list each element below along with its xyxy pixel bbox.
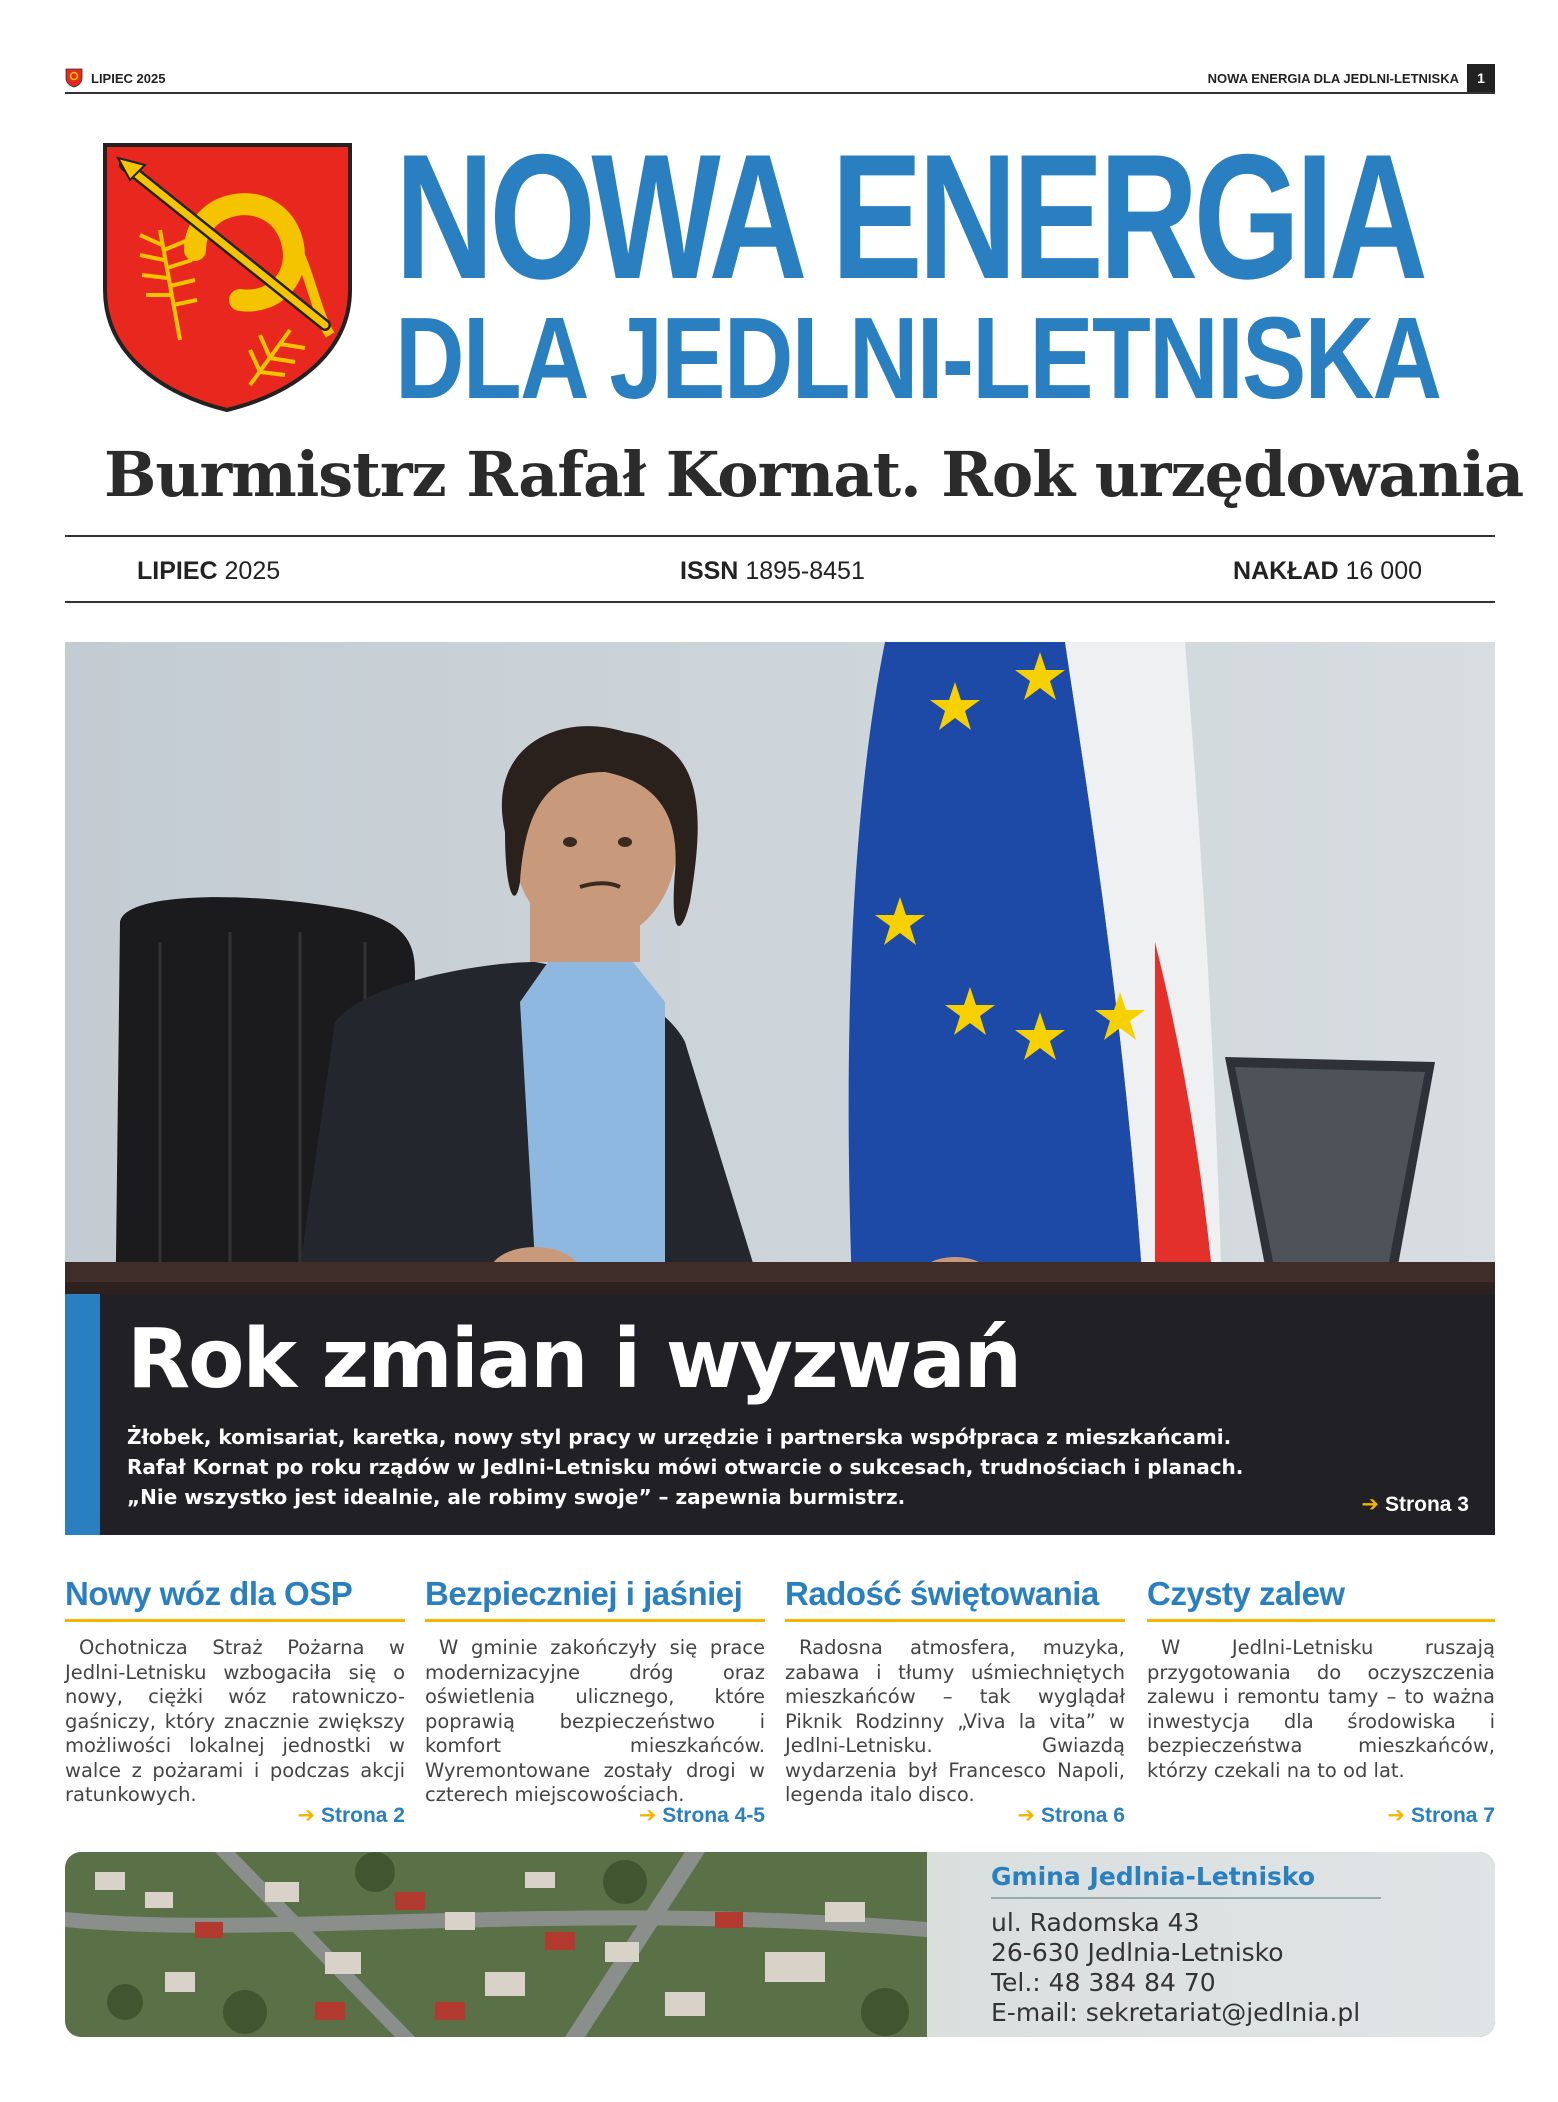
top-strip: [65, 64, 1495, 94]
contact-name: Gmina Jedlnia-Letnisko: [991, 1862, 1381, 1899]
issue-info-bar: [65, 535, 1495, 603]
contact-street: ul. Radomska 43: [991, 1908, 1200, 1937]
top-strip-left: [65, 68, 165, 88]
masthead-title-line2: DLA JEDLNI-LETNISKA: [395, 293, 1441, 423]
article-page-link[interactable]: ➔ Strona 7: [1387, 1804, 1495, 1827]
article-text: W Jedlni-Letnisku ruszają przygotowania do oczyszczenia zalewu i remontu tamy – to ważna inwestycja dla środowiska i bezpieczeństwa mieszkańców, którzy czekali na to od lat.: [1147, 1636, 1495, 1782]
contact-email[interactable]: E-mail: sekretariat@jedlnia.pl: [991, 1998, 1361, 2027]
issue-circulation: NAKŁAD 16 000: [1233, 557, 1422, 585]
hero-lead-line: Rafał Kornat po roku rządów w Jedlni-Letnisku mówi otwarcie o sukcesach, trudnościach i planach.: [127, 1455, 1244, 1479]
top-strip-paper-name: NOWA ENERGIA DLA JEDLNI-LETNISKA: [1207, 70, 1459, 86]
arrow-right-icon: ➔: [638, 1804, 657, 1827]
article-teaser: [785, 1575, 1125, 1827]
article-page-link[interactable]: ➔ Strona 6: [1017, 1804, 1125, 1827]
article-text: Radosna atmosfera, muzyka, zabawa i tłumy uśmiechniętych mieszkańców – tak wyglądał Piknik Rodzinny „Viva la vita” w Jedlni-Letnisku. Gwiazdą wydarzenia był Francesco Napoli, legenda italo disco.: [785, 1636, 1125, 1806]
hero-lead-line: „Nie wszystko jest idealnie, ale robimy swoje” – zapewnia burmistrz.: [127, 1485, 906, 1509]
masthead-title-line1: NOWA ENERGIA: [395, 117, 1424, 316]
hero-page-link[interactable]: ➔ Strona 3: [1361, 1493, 1469, 1516]
top-strip-date: LIPIEC 2025: [91, 70, 166, 86]
top-strip-right: [1208, 64, 1495, 92]
arrow-right-icon: ➔: [1017, 1804, 1035, 1827]
issue-month: LIPIEC 2025: [137, 557, 281, 585]
arrow-right-icon: ➔: [1387, 1804, 1405, 1827]
article-title[interactable]: Bezpieczniej i jaśniej: [425, 1575, 765, 1622]
contact-phone[interactable]: Tel.: 48 384 84 70: [991, 1968, 1216, 1997]
article-teaser: [425, 1575, 765, 1827]
hero-accent-bar: [65, 1294, 100, 1535]
arrow-right-icon: ➔: [297, 1804, 315, 1827]
hero-photo[interactable]: [65, 642, 1495, 1535]
article-page-link[interactable]: ➔ Strona 4-5: [638, 1804, 765, 1827]
arrow-right-icon: ➔: [1361, 1493, 1379, 1516]
article-title[interactable]: Czysty zalew: [1147, 1575, 1495, 1622]
contact-info: [927, 1852, 1495, 2037]
crest-icon: [65, 68, 83, 88]
article-teaser: [1147, 1575, 1495, 1827]
hero-title: Rok zmian i wyzwań: [127, 1312, 1021, 1407]
article-page-link[interactable]: ➔ Strona 2: [297, 1804, 405, 1827]
article-title[interactable]: Nowy wóz dla OSP: [65, 1575, 405, 1622]
main-headline: Burmistrz Rafał Kornat. Rok urzędowania: [104, 438, 1524, 511]
hero-lead: [127, 1422, 1244, 1512]
article-teaser: [65, 1575, 405, 1827]
article-title[interactable]: Radość świętowania: [785, 1575, 1125, 1622]
page-number: 1: [1467, 64, 1495, 92]
coat-of-arms-icon: [100, 140, 355, 415]
hero-caption-band: [65, 1294, 1495, 1535]
contact-card: [65, 1852, 1495, 2037]
issue-issn: ISSN 1895-8451: [680, 557, 865, 585]
article-text: W gminie zakończyły się prace modernizacyjne dróg oraz oświetlenia ulicznego, które poprawią bezpieczeństwo i komfort mieszkańców. Wyremontowane zostały drogi w czterech miejscowościach.: [425, 1636, 765, 1806]
contact-city: 26-630 Jedlnia-Letnisko: [991, 1938, 1284, 1967]
article-text: Ochotnicza Straż Pożarna w Jedlni-Letnisku wzbogaciła się o nowy, ciężki wóz ratowniczo-gaśniczy, który znacznie zwiększy możliwości lokalnej jednostki w walce z pożarami i podczas akcji ratunkowych.: [65, 1636, 405, 1806]
hero-lead-line: Żłobek, komisariat, karetka, nowy styl pracy w urzędzie i partnerska współpraca z mieszkańcami.: [127, 1425, 1232, 1449]
